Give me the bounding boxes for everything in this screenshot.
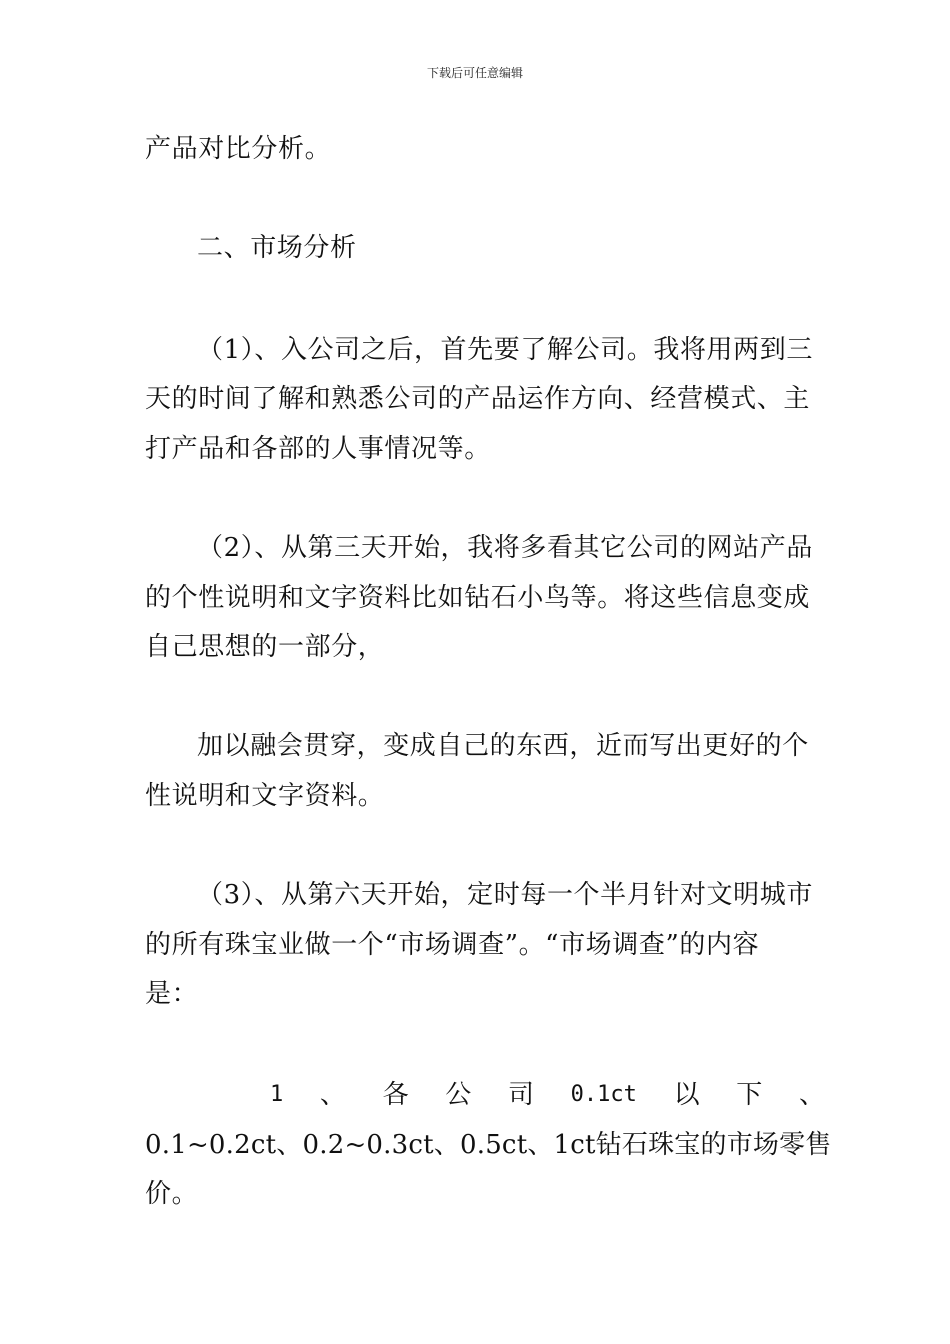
paragraph-line: 天的时间了解和熟悉公司的产品运作方向、经营模式、主 — [145, 384, 811, 414]
text-token: 、 — [798, 1080, 825, 1110]
paragraph-line: 的所有珠宝业做一个“市场调查”。“市场调查”的内容 — [145, 930, 760, 960]
paragraph-line: 自己思想的一部分， — [145, 632, 385, 662]
paragraph-line: （2）、从第三天开始，我将多看其它公司的网站产品 — [197, 533, 813, 563]
paragraph-line: 的个性说明和文字资料比如钻石小鸟等。将这些信息变成 — [145, 583, 811, 613]
text-token: 下 — [736, 1080, 763, 1110]
text-token: 司 — [507, 1080, 534, 1110]
page-header: 下载后可任意编辑 — [426, 66, 523, 80]
paragraph-line: （3）、从第六天开始，定时每一个半月针对文明城市 — [197, 880, 813, 910]
paragraph-line: （1）、入公司之后，首先要了解公司。我将用两到三 — [197, 335, 813, 365]
paragraph-line: 打产品和各部的人事情况等。 — [145, 434, 491, 464]
paragraph-line: 价。 — [145, 1179, 199, 1209]
paragraph-line: 是： — [145, 979, 199, 1009]
paragraph-line: 0.1~0.2ct、0.2~0.3ct、0.5ct、1ct钻石珠宝的市场零售 — [145, 1130, 832, 1160]
section-heading: 二、市场分析 — [197, 233, 357, 263]
text-token: 0.1ct — [570, 1082, 637, 1107]
text-token: 公 — [445, 1080, 472, 1110]
paragraph-line: 产品对比分析。 — [145, 134, 332, 164]
list-number: 1 — [270, 1082, 284, 1107]
text-token: 、 — [319, 1080, 346, 1110]
paragraph-line: 性说明和文字资料。 — [145, 781, 385, 811]
justified-line — [145, 1080, 825, 1110]
text-token: 各 — [382, 1080, 409, 1110]
paragraph-line: 加以融会贯穿，变成自己的东西，近而写出更好的个 — [197, 731, 809, 761]
text-token: 以 — [673, 1080, 700, 1110]
